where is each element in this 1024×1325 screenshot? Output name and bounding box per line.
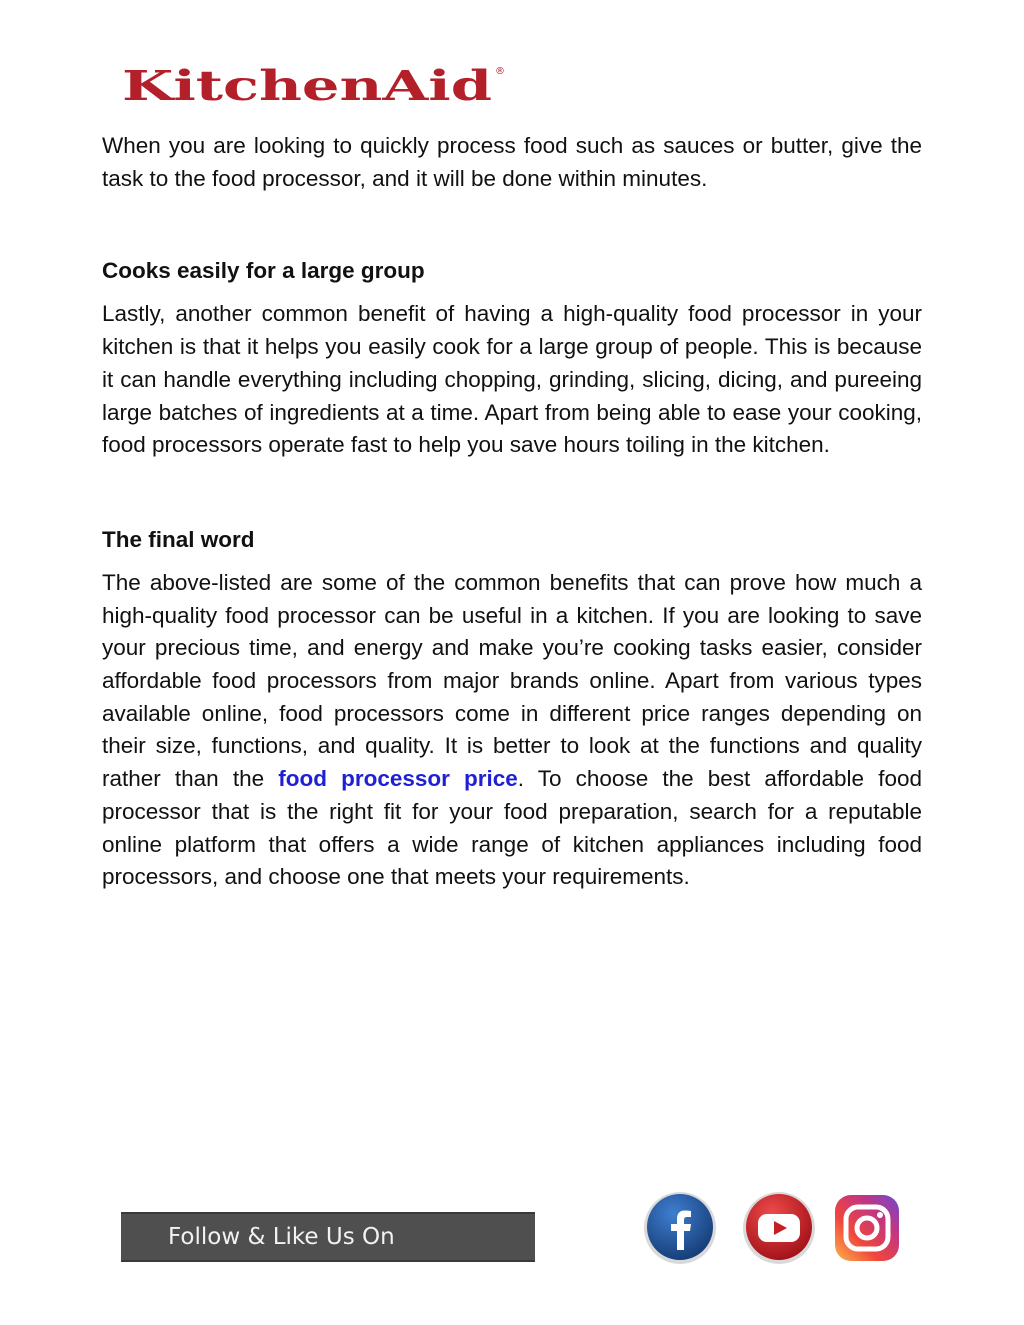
facebook-icon[interactable]	[642, 1190, 718, 1266]
instagram-icon[interactable]	[832, 1190, 902, 1266]
final-word-text-before-link: The above-listed are some of the common benefits that can prove how much a high-quality food processor can be useful in a kitchen. If you are looking to save your precious time, and energy and make you’re cooking tasks easier, consider affordable food processors from major brands online. Apart from various types available online, food processors come in different price ranges depending on their size, functions, and quality. It is better to look at the functions and quality rather than the	[102, 569, 922, 792]
logo-registered-mark: ®	[495, 66, 505, 77]
section-body-large-group: Lastly, another common benefit of having a high-quality food processor in your kitchen is that it helps you easily cook for a large group of people. This is because it can handle everything including chopping, grinding, slicing, dicing, and pureeing large batches of ingredients at a time. Apart from being able to ease your cooking, food processors operate fast to help you save hours toiling in the kitchen.	[102, 301, 922, 458]
intro-paragraph: When you are looking to quickly process food such as sauces or butter, give the task to the food processor, and it will be done within minutes.	[102, 133, 922, 191]
food-processor-price-link[interactable]: food processor price	[278, 766, 518, 792]
youtube-icon[interactable]	[741, 1190, 817, 1266]
section-body-final-word	[102, 567, 922, 894]
kitchenaid-logo	[122, 62, 522, 112]
article	[102, 130, 922, 894]
section-heading-large-group: Cooks easily for a large group	[102, 258, 425, 284]
section-heading-final-word: The final word	[102, 526, 255, 552]
follow-banner: Follow & Like Us On	[121, 1212, 535, 1262]
final-word-text-after-link: . To choose the best affordable food processor that is the right fit for your food preparation, search for a reputable online platform that offers a wide range of kitchen appliances including food processors, and choose one that meets your requirements.	[102, 766, 922, 890]
logo-wordmark: KitchenAid	[122, 62, 492, 110]
